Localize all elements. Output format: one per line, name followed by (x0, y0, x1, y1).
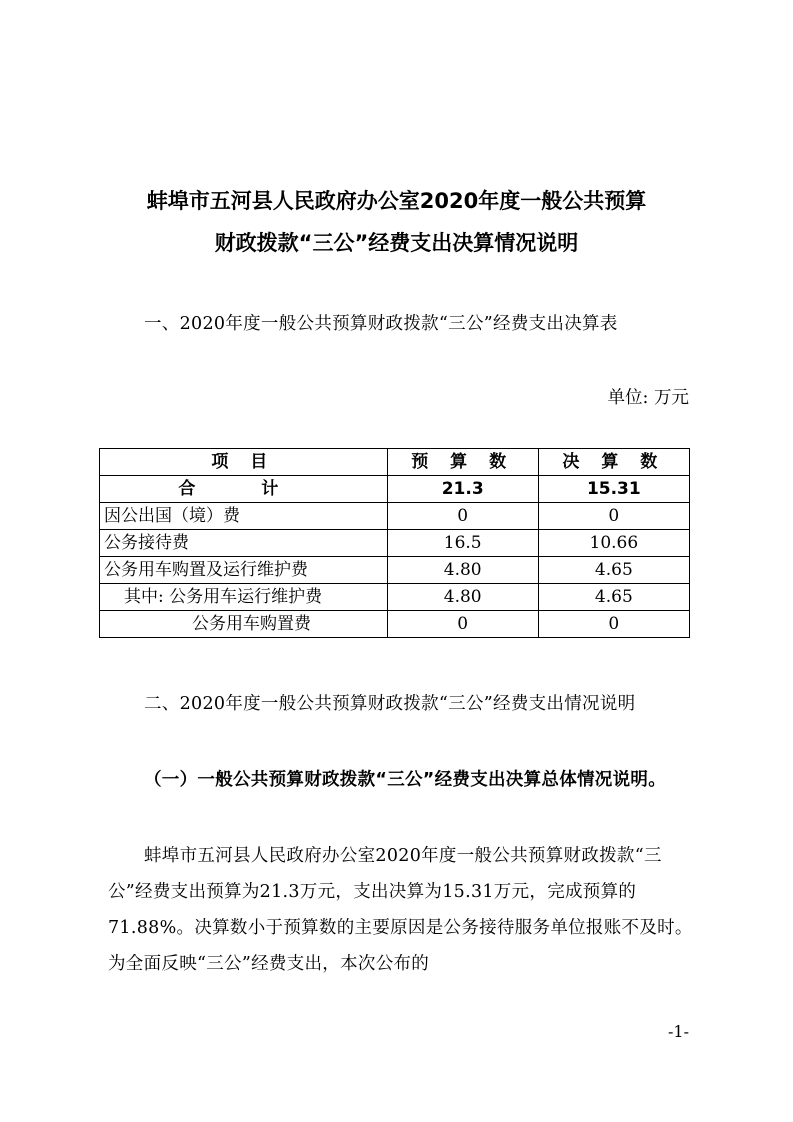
row-actual: 10.66 (538, 530, 689, 557)
section-2-subheading: （一）一般公共预算财政拨款“三公”经费支出决算总体情况说明。 (144, 770, 667, 790)
table-row (100, 503, 690, 530)
row-budget: 16.5 (387, 530, 538, 557)
row-budget: 21.3 (387, 476, 538, 503)
header-actual: 决 算 数 (538, 449, 689, 476)
section-2-body: 蚌埠市五河县人民政府办公室2020年度一般公共预算财政拨款“三公”经费支出预算为21.3万元，支出决算为15.31万元，完成预算的71.88%。决算数小于预算数的主要原因是公务接待服务单位报账不及时。为全面反映“三公”经费支出，本次公布的 (108, 846, 693, 974)
row-actual: 4.65 (538, 584, 689, 611)
row-actual: 0 (538, 611, 689, 638)
header-item: 项 目 (100, 449, 388, 476)
table-row (100, 557, 690, 584)
expense-table (99, 448, 690, 638)
row-budget: 0 (387, 503, 538, 530)
row-label: 公务接待费 (100, 530, 388, 557)
table-row (100, 584, 690, 611)
row-label: 合 计 (100, 476, 388, 503)
row-budget: 0 (387, 611, 538, 638)
table-row (100, 530, 690, 557)
document-title-line-2: 财政拨款“三公”经费支出决算情况说明 (214, 231, 579, 255)
row-actual: 15.31 (538, 476, 689, 503)
row-budget: 4.80 (387, 584, 538, 611)
document-title-line-1: 蚌埠市五河县人民政府办公室2020年度一般公共预算 (146, 189, 647, 213)
row-label: 公务用车购置及运行维护费 (100, 557, 388, 584)
row-label: 其中: 公务用车运行维护费 (100, 584, 388, 611)
table-row (100, 611, 690, 638)
header-budget: 预 算 数 (387, 449, 538, 476)
table-row-total (100, 476, 690, 503)
page-number: -1- (668, 1022, 689, 1041)
row-actual: 0 (538, 503, 689, 530)
section-1-heading: 一、2020年度一般公共预算财政拨款“三公”经费支出决算表 (144, 314, 618, 334)
row-label: 因公出国（境）费 (100, 503, 388, 530)
unit-label: 单位: 万元 (607, 388, 689, 408)
row-actual: 4.65 (538, 557, 689, 584)
section-2-heading: 二、2020年度一般公共预算财政拨款“三公”经费支出情况说明 (144, 694, 636, 714)
row-budget: 4.80 (387, 557, 538, 584)
table-header-row (100, 449, 690, 476)
row-label: 公务用车购置费 (100, 611, 388, 638)
